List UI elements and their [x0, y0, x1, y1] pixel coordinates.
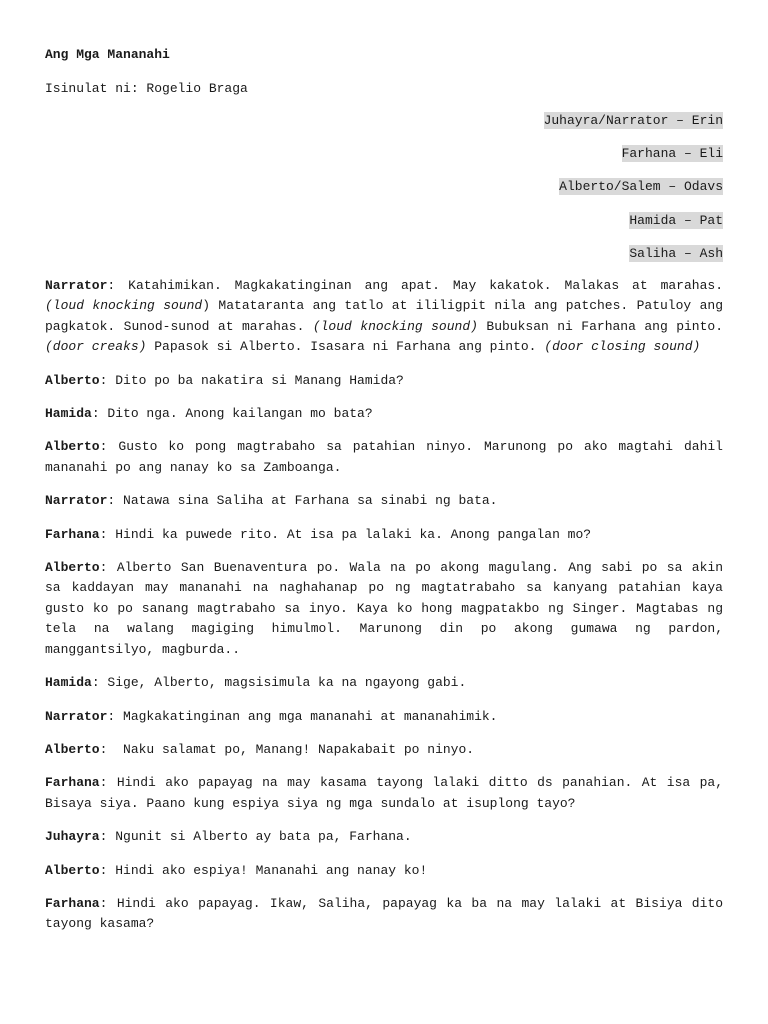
cast-entry [544, 177, 723, 210]
dialogue-text: : Natawa sina Saliha at Farhana sa sinabi ng bata. [107, 493, 498, 509]
dialogue-line [45, 773, 731, 814]
cast-entry [544, 144, 723, 177]
cast-entry-text: Juhayra/Narrator – Erin [543, 113, 723, 128]
cast-entry-text: Hamida – Pat [629, 212, 723, 228]
dialogue-text: : Hindi ako espiya! Mananahi ang nanay ko! [99, 862, 428, 878]
dialogue-text: : Dito po ba nakatira si Manang Hamida? [99, 372, 404, 388]
cast-entry [544, 211, 723, 244]
speaker-name: Hamida [45, 675, 92, 691]
dialogue-text: : Alberto San Buenaventura po. Wala na po akong magulang. Ang sabi po sa akin sa kaddayan may mananahi na naghahanap po ng magtatrabaho sa kanyang patahian kaya gusto ko po sanang magtrabaho sa inyo. Kaya ko hong magpatakbo ng Singer. Magtabas ng tela na walang magiging himulmol. Marunong din po akong gumawa ng pardon, manggantsilyo, magburda.. [45, 560, 731, 657]
dialogue-line [45, 276, 731, 358]
speaker-name: Farhana [45, 775, 100, 791]
dialogue-text: : Dito nga. Anong kailangan mo bata? [91, 406, 373, 422]
cast-entry-text: Saliha – Ash [629, 245, 723, 261]
dialogue-text: : Ngunit si Alberto ay bata pa, Farhana. [99, 829, 412, 845]
dialogue-text: Papasok si Alberto. Isasara ni Farhana ang pinto. [146, 339, 545, 355]
dialogue-text: : Magkakatinginan ang mga mananahi at mananahimik. [107, 708, 498, 724]
cast-entry-text: Alberto/Salem – Odavs [559, 179, 723, 195]
dialogue-line [45, 491, 723, 511]
sound-cue: (loud knocking sound [45, 298, 203, 314]
dialogue-text: : Hindi ka puwede rito. At isa pa lalaki ka. Anong pangalan mo? [99, 526, 592, 542]
sound-cue: (door creaks) [45, 339, 147, 355]
dialogue-line [45, 827, 723, 847]
speaker-name: Hamida [45, 406, 92, 422]
dialogue-text: : Sige, Alberto, magsisimula ka na ngayong gabi. [91, 675, 467, 691]
dialogue-text: Bubuksan ni Farhana ang pinto. [477, 318, 731, 334]
dialogue-text: : Naku salamat po, Manang! Napakabait po ninyo. [99, 741, 475, 757]
document-title: Ang Mga Mananahi [45, 47, 170, 62]
speaker-name: Alberto [45, 372, 100, 388]
dialogue-line [45, 404, 723, 424]
sound-cue: (door closing sound) [544, 339, 701, 355]
speaker-name: Alberto [45, 560, 100, 576]
dialogue-line [45, 437, 731, 478]
dialogue-line [45, 673, 723, 693]
cast-entry [544, 244, 723, 277]
dialogue-line [45, 740, 723, 760]
cast-entry [544, 111, 723, 144]
speaker-name: Farhana [45, 526, 100, 542]
dialogue-line [45, 558, 731, 660]
speaker-name: Alberto [45, 862, 100, 878]
dialogue-line [45, 861, 723, 881]
script-body [45, 276, 731, 948]
cast-entry-text: Farhana – Eli [621, 146, 723, 162]
speaker-name: Narrator [45, 493, 108, 509]
speaker-name: Narrator [45, 278, 108, 293]
dialogue-text: ) Matataranta ang tatlo at ililigpit nila ang patches. Patuloy ang pagkatok. Sunod-sunod at marahas. [45, 298, 731, 334]
sound-cue: (loud knocking sound) [312, 318, 478, 334]
speaker-name: Farhana [45, 895, 100, 911]
dialogue-text: : Hindi ako papayag na may kasama tayong lalaki ditto ds panahian. At isa pa, Bisaya siya. Paano kung espiya siya ng mga sundalo at isuplong tayo? [45, 775, 731, 811]
dialogue-text: : Gusto ko pong magtrabaho sa patahian ninyo. Marunong po ako magtahi dahil mananahi po ang nanay ko sa Zamboanga. [45, 439, 731, 475]
cast-list [544, 111, 723, 277]
dialogue-text: : Hindi ako papayag. Ikaw, Saliha, papayag ka ba na may lalaki at Bisiya dito tayong kasama? [45, 895, 731, 932]
speaker-name: Narrator [45, 708, 108, 724]
author-line: Isinulat ni: Rogelio Braga [45, 81, 248, 96]
speaker-name: Juhayra [45, 829, 100, 845]
dialogue-line [45, 707, 723, 727]
dialogue-text: : Katahimikan. Magkakatinginan ang apat. May kakatok. Malakas at marahas. [107, 278, 731, 293]
dialogue-line [45, 371, 723, 391]
dialogue-line [45, 525, 723, 545]
speaker-name: Alberto [45, 439, 100, 455]
dialogue-line [45, 894, 731, 935]
speaker-name: Alberto [45, 741, 100, 757]
